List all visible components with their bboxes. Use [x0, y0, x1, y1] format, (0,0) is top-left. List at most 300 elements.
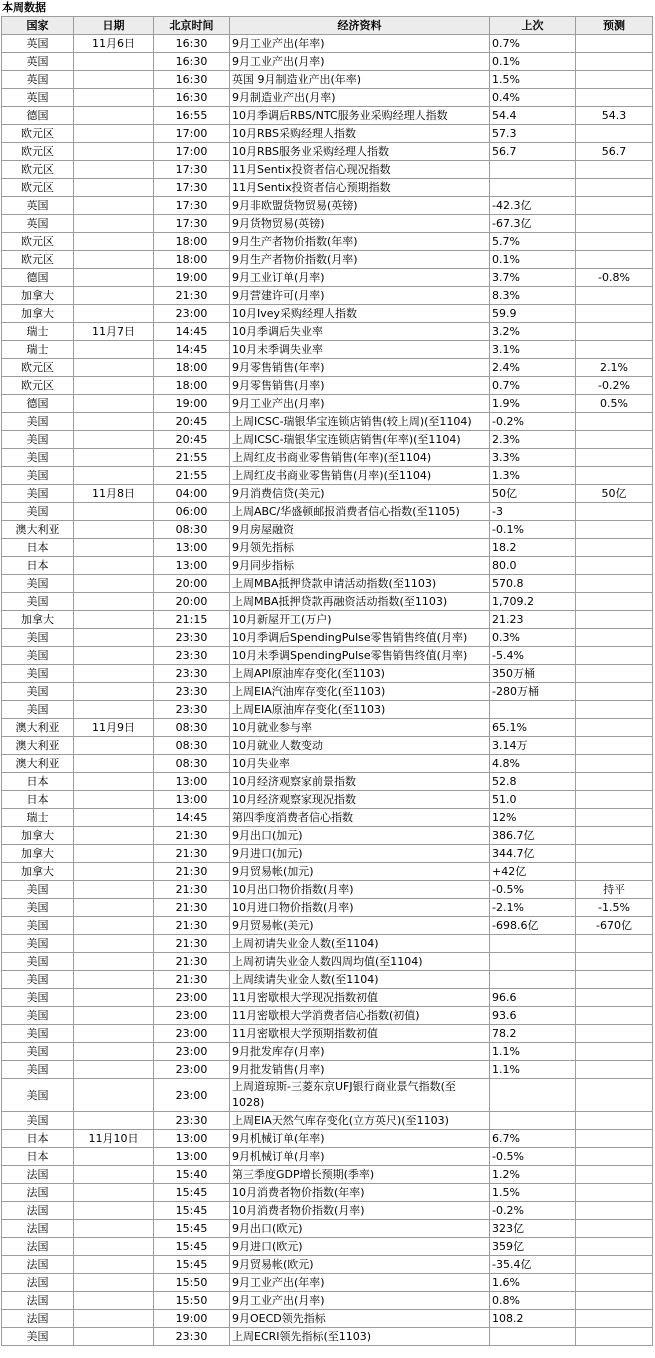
indicator-cell: 上周红皮书商业零售销售(年率)(至1104) — [230, 449, 490, 467]
table-row — [2, 521, 653, 539]
date-cell: 11月10日 — [74, 1130, 154, 1148]
previous-cell: 59.9 — [490, 305, 576, 323]
indicator-cell: 11月密歇根大学现况指数初值 — [230, 989, 490, 1007]
time-cell: 14:45 — [154, 323, 230, 341]
indicator-cell: 10月失业率 — [230, 755, 490, 773]
table-row — [2, 827, 653, 845]
forecast-cell — [576, 1061, 653, 1079]
previous-cell: 21.23 — [490, 611, 576, 629]
table-row — [2, 917, 653, 935]
indicator-cell: 第四季度消费者信心指数 — [230, 809, 490, 827]
previous-cell — [490, 953, 576, 971]
date-cell: 11月9日 — [74, 719, 154, 737]
date-cell — [74, 629, 154, 647]
time-cell: 23:00 — [154, 989, 230, 1007]
previous-cell: -0.2% — [490, 413, 576, 431]
indicator-cell: 上周ICSC-瑞银华宝连锁店销售(较上周)(至1104) — [230, 413, 490, 431]
table-row — [2, 791, 653, 809]
indicator-cell: 上周初请失业金人数四周均值(至1104) — [230, 953, 490, 971]
indicator-cell: 9月出口(加元) — [230, 827, 490, 845]
time-cell: 21:30 — [154, 971, 230, 989]
country-cell: 加拿大 — [2, 827, 74, 845]
time-cell: 21:30 — [154, 827, 230, 845]
previous-cell: 1.1% — [490, 1061, 576, 1079]
previous-cell: 3.7% — [490, 269, 576, 287]
table-row — [2, 89, 653, 107]
time-cell: 23:00 — [154, 305, 230, 323]
country-cell: 美国 — [2, 683, 74, 701]
forecast-cell: 2.1% — [576, 359, 653, 377]
forecast-cell — [576, 773, 653, 791]
time-cell: 21:30 — [154, 287, 230, 305]
date-cell — [74, 647, 154, 665]
country-cell: 美国 — [2, 413, 74, 431]
table-row — [2, 719, 653, 737]
date-cell — [74, 1220, 154, 1238]
previous-cell — [490, 971, 576, 989]
forecast-cell: 0.5% — [576, 395, 653, 413]
country-cell: 澳大利亚 — [2, 755, 74, 773]
country-cell: 加拿大 — [2, 287, 74, 305]
date-cell — [74, 989, 154, 1007]
date-cell — [74, 863, 154, 881]
table-row — [2, 1292, 653, 1310]
date-cell — [74, 287, 154, 305]
forecast-cell — [576, 611, 653, 629]
table-row — [2, 755, 653, 773]
previous-cell: 3.14万 — [490, 737, 576, 755]
forecast-cell: 50亿 — [576, 485, 653, 503]
forecast-cell — [576, 1025, 653, 1043]
previous-cell: 93.6 — [490, 1007, 576, 1025]
table-row — [2, 53, 653, 71]
indicator-cell: 9月进口(加元) — [230, 845, 490, 863]
forecast-cell — [576, 1220, 653, 1238]
indicator-cell: 10月新屋开工(万户) — [230, 611, 490, 629]
indicator-cell: 11月Sentix投资者信心现况指数 — [230, 161, 490, 179]
table-row — [2, 413, 653, 431]
table-row — [2, 881, 653, 899]
indicator-cell: 10月RBS采购经理人指数 — [230, 125, 490, 143]
country-cell: 美国 — [2, 953, 74, 971]
table-row — [2, 593, 653, 611]
table-row — [2, 197, 653, 215]
previous-cell: 1.2% — [490, 1166, 576, 1184]
previous-cell: 0.7% — [490, 377, 576, 395]
time-cell: 23:30 — [154, 665, 230, 683]
forecast-cell — [576, 1292, 653, 1310]
forecast-cell — [576, 791, 653, 809]
table-row — [2, 629, 653, 647]
indicator-cell: 9月工业产出(月率) — [230, 395, 490, 413]
previous-cell — [490, 161, 576, 179]
table-row — [2, 1112, 653, 1130]
country-cell: 英国 — [2, 215, 74, 233]
forecast-cell — [576, 251, 653, 269]
forecast-cell — [576, 161, 653, 179]
date-cell — [74, 1079, 154, 1112]
time-cell: 21:30 — [154, 845, 230, 863]
time-cell: 15:40 — [154, 1166, 230, 1184]
forecast-cell — [576, 863, 653, 881]
table-row — [2, 539, 653, 557]
table-row — [2, 557, 653, 575]
indicator-cell: 9月工业产出(月率) — [230, 53, 490, 71]
indicator-cell: 上周EIA天然气库存变化(立方英尺)(至1103) — [230, 1112, 490, 1130]
table-row — [2, 1043, 653, 1061]
country-cell: 美国 — [2, 935, 74, 953]
previous-cell: 1.9% — [490, 395, 576, 413]
forecast-cell — [576, 1130, 653, 1148]
previous-cell: 51.0 — [490, 791, 576, 809]
country-cell: 加拿大 — [2, 305, 74, 323]
time-cell: 21:15 — [154, 611, 230, 629]
time-cell: 04:00 — [154, 485, 230, 503]
previous-cell — [490, 935, 576, 953]
previous-cell: -280万桶 — [490, 683, 576, 701]
previous-cell: 108.2 — [490, 1310, 576, 1328]
indicator-cell: 10月消费者物价指数(月率) — [230, 1202, 490, 1220]
table-row — [2, 863, 653, 881]
table-row — [2, 467, 653, 485]
date-cell — [74, 935, 154, 953]
table-row — [2, 647, 653, 665]
date-cell — [74, 1202, 154, 1220]
country-cell: 英国 — [2, 197, 74, 215]
forecast-cell — [576, 539, 653, 557]
table-row — [2, 215, 653, 233]
indicator-cell: 11月密歇根大学预期指数初值 — [230, 1025, 490, 1043]
indicator-cell: 9月批发库存(月率) — [230, 1043, 490, 1061]
country-cell: 美国 — [2, 467, 74, 485]
date-cell — [74, 1007, 154, 1025]
previous-cell: 57.3 — [490, 125, 576, 143]
time-cell: 15:45 — [154, 1238, 230, 1256]
date-cell — [74, 1256, 154, 1274]
previous-cell — [490, 179, 576, 197]
forecast-cell — [576, 647, 653, 665]
time-cell: 21:30 — [154, 881, 230, 899]
date-cell — [74, 341, 154, 359]
date-cell — [74, 359, 154, 377]
country-cell: 欧元区 — [2, 377, 74, 395]
forecast-cell — [576, 935, 653, 953]
previous-cell: 0.1% — [490, 53, 576, 71]
previous-cell — [490, 1328, 576, 1346]
date-cell — [74, 233, 154, 251]
date-cell — [74, 611, 154, 629]
indicator-cell: 9月零售销售(年率) — [230, 359, 490, 377]
time-cell: 20:45 — [154, 431, 230, 449]
date-cell — [74, 161, 154, 179]
indicator-cell: 9月非欧盟货物贸易(英镑) — [230, 197, 490, 215]
indicator-cell: 上周ICSC-瑞银华宝连锁店销售(年率)(至1104) — [230, 431, 490, 449]
country-cell: 美国 — [2, 629, 74, 647]
forecast-cell — [576, 1148, 653, 1166]
country-cell: 日本 — [2, 773, 74, 791]
country-cell: 英国 — [2, 71, 74, 89]
country-cell: 美国 — [2, 647, 74, 665]
previous-cell: 3.2% — [490, 323, 576, 341]
date-cell — [74, 431, 154, 449]
forecast-cell — [576, 1238, 653, 1256]
forecast-cell — [576, 233, 653, 251]
country-cell: 瑞士 — [2, 341, 74, 359]
forecast-cell — [576, 305, 653, 323]
date-cell — [74, 1274, 154, 1292]
table-row — [2, 899, 653, 917]
date-cell — [74, 53, 154, 71]
indicator-cell: 11月Sentix投资者信心预期指数 — [230, 179, 490, 197]
date-cell — [74, 665, 154, 683]
forecast-cell — [576, 1328, 653, 1346]
country-cell: 瑞士 — [2, 323, 74, 341]
time-cell: 16:55 — [154, 107, 230, 125]
table-row — [2, 107, 653, 125]
forecast-cell — [576, 953, 653, 971]
indicator-cell: 10月Ivey采购经理人指数 — [230, 305, 490, 323]
table-row — [2, 71, 653, 89]
forecast-cell — [576, 557, 653, 575]
indicator-cell: 9月货物贸易(英镑) — [230, 215, 490, 233]
table-row — [2, 125, 653, 143]
country-cell: 美国 — [2, 1079, 74, 1112]
table-row — [2, 1130, 653, 1148]
previous-cell: 0.1% — [490, 251, 576, 269]
date-cell — [74, 737, 154, 755]
forecast-cell — [576, 1007, 653, 1025]
indicator-cell: 9月批发销售(月率) — [230, 1061, 490, 1079]
country-cell: 英国 — [2, 35, 74, 53]
indicator-cell: 10月季调后RBS/NTC服务业采购经理人指数 — [230, 107, 490, 125]
date-cell — [74, 521, 154, 539]
table-row — [2, 179, 653, 197]
indicator-cell: 上周ECRI领先指标(至1103) — [230, 1328, 490, 1346]
time-cell: 23:00 — [154, 1025, 230, 1043]
time-cell: 21:30 — [154, 935, 230, 953]
previous-cell: 6.7% — [490, 1130, 576, 1148]
header-economic-data: 经济资料 — [230, 17, 490, 35]
header-previous: 上次 — [490, 17, 576, 35]
time-cell: 23:30 — [154, 1328, 230, 1346]
forecast-cell — [576, 575, 653, 593]
table-row — [2, 359, 653, 377]
forecast-cell — [576, 719, 653, 737]
previous-cell: +42亿 — [490, 863, 576, 881]
forecast-cell — [576, 467, 653, 485]
indicator-cell: 9月贸易帐(欧元) — [230, 1256, 490, 1274]
table-row — [2, 1328, 653, 1346]
forecast-cell — [576, 701, 653, 719]
table-row — [2, 701, 653, 719]
forecast-cell — [576, 593, 653, 611]
date-cell — [74, 125, 154, 143]
indicator-cell: 9月零售销售(月率) — [230, 377, 490, 395]
date-cell — [74, 539, 154, 557]
date-cell — [74, 413, 154, 431]
country-cell: 美国 — [2, 593, 74, 611]
country-cell: 欧元区 — [2, 179, 74, 197]
table-row — [2, 269, 653, 287]
table-row — [2, 305, 653, 323]
country-cell: 法国 — [2, 1310, 74, 1328]
country-cell: 德国 — [2, 269, 74, 287]
date-cell — [74, 773, 154, 791]
previous-cell: -2.1% — [490, 899, 576, 917]
table-row — [2, 1166, 653, 1184]
indicator-cell: 9月工业产出(月率) — [230, 1292, 490, 1310]
date-cell — [74, 449, 154, 467]
indicator-cell: 9月生产者物价指数(年率) — [230, 233, 490, 251]
indicator-cell: 上周EIA汽油库存变化(至1103) — [230, 683, 490, 701]
time-cell: 23:30 — [154, 629, 230, 647]
date-cell: 11月7日 — [74, 323, 154, 341]
date-cell — [74, 395, 154, 413]
table-row — [2, 845, 653, 863]
forecast-cell: -670亿 — [576, 917, 653, 935]
indicator-cell: 9月制造业产出(月率) — [230, 89, 490, 107]
table-row — [2, 575, 653, 593]
table-row — [2, 143, 653, 161]
indicator-cell: 10月季调后失业率 — [230, 323, 490, 341]
previous-cell: 2.4% — [490, 359, 576, 377]
previous-cell: 0.3% — [490, 629, 576, 647]
previous-cell: 1.5% — [490, 71, 576, 89]
indicator-cell: 9月机械订单(月率) — [230, 1148, 490, 1166]
table-row — [2, 1202, 653, 1220]
time-cell: 06:00 — [154, 503, 230, 521]
indicator-cell: 上周API原油库存变化(至1103) — [230, 665, 490, 683]
date-cell — [74, 1112, 154, 1130]
previous-cell: 1.6% — [490, 1274, 576, 1292]
time-cell: 17:30 — [154, 161, 230, 179]
time-cell: 23:30 — [154, 647, 230, 665]
forecast-cell — [576, 503, 653, 521]
indicator-cell: 上周MBA抵押贷款再融资活动指数(至1103) — [230, 593, 490, 611]
country-cell: 欧元区 — [2, 251, 74, 269]
country-cell: 日本 — [2, 557, 74, 575]
time-cell: 20:00 — [154, 575, 230, 593]
country-cell: 美国 — [2, 1007, 74, 1025]
previous-cell: 386.7亿 — [490, 827, 576, 845]
time-cell: 16:30 — [154, 35, 230, 53]
forecast-cell — [576, 1166, 653, 1184]
time-cell: 16:30 — [154, 71, 230, 89]
forecast-cell — [576, 431, 653, 449]
time-cell: 15:45 — [154, 1220, 230, 1238]
previous-cell: 323亿 — [490, 1220, 576, 1238]
header-date: 日期 — [74, 17, 154, 35]
indicator-cell: 上周续请失业金人数(至1104) — [230, 971, 490, 989]
previous-cell — [490, 1079, 576, 1112]
previous-cell — [490, 1112, 576, 1130]
previous-cell: 52.8 — [490, 773, 576, 791]
country-cell: 美国 — [2, 431, 74, 449]
date-cell — [74, 1043, 154, 1061]
country-cell: 美国 — [2, 1328, 74, 1346]
country-cell: 日本 — [2, 791, 74, 809]
date-cell — [74, 179, 154, 197]
time-cell: 21:55 — [154, 467, 230, 485]
indicator-cell: 10月消费者物价指数(年率) — [230, 1184, 490, 1202]
indicator-cell: 10月进口物价指数(月率) — [230, 899, 490, 917]
country-cell: 加拿大 — [2, 845, 74, 863]
date-cell — [74, 71, 154, 89]
indicator-cell: 9月贸易帐(美元) — [230, 917, 490, 935]
forecast-cell — [576, 665, 653, 683]
time-cell: 15:50 — [154, 1292, 230, 1310]
date-cell — [74, 1292, 154, 1310]
time-cell: 08:30 — [154, 719, 230, 737]
country-cell: 欧元区 — [2, 143, 74, 161]
date-cell — [74, 881, 154, 899]
header-row — [2, 17, 653, 35]
time-cell: 20:00 — [154, 593, 230, 611]
indicator-cell: 10月季调后SpendingPulse零售销售终值(月率) — [230, 629, 490, 647]
indicator-cell: 10月经济观察家前景指数 — [230, 773, 490, 791]
forecast-cell — [576, 323, 653, 341]
time-cell: 08:30 — [154, 521, 230, 539]
forecast-cell — [576, 53, 653, 71]
country-cell: 法国 — [2, 1274, 74, 1292]
date-cell — [74, 683, 154, 701]
country-cell: 欧元区 — [2, 161, 74, 179]
indicator-cell: 上周红皮书商业零售销售(月率)(至1104) — [230, 467, 490, 485]
table-row — [2, 611, 653, 629]
date-cell — [74, 1328, 154, 1346]
country-cell: 日本 — [2, 1148, 74, 1166]
time-cell: 21:30 — [154, 899, 230, 917]
forecast-cell — [576, 1202, 653, 1220]
forecast-cell: -1.5% — [576, 899, 653, 917]
time-cell: 21:55 — [154, 449, 230, 467]
date-cell — [74, 845, 154, 863]
time-cell: 14:45 — [154, 341, 230, 359]
date-cell — [74, 1148, 154, 1166]
time-cell: 23:30 — [154, 701, 230, 719]
forecast-cell — [576, 215, 653, 233]
previous-cell: 4.8% — [490, 755, 576, 773]
table-row — [2, 809, 653, 827]
country-cell: 加拿大 — [2, 611, 74, 629]
date-cell — [74, 1184, 154, 1202]
country-cell: 英国 — [2, 89, 74, 107]
previous-cell: -5.4% — [490, 647, 576, 665]
header-forecast: 预测 — [576, 17, 653, 35]
country-cell: 美国 — [2, 485, 74, 503]
economic-calendar-table — [1, 16, 653, 1346]
country-cell: 澳大利亚 — [2, 719, 74, 737]
time-cell: 23:00 — [154, 1061, 230, 1079]
table-row — [2, 395, 653, 413]
previous-cell: -0.2% — [490, 1202, 576, 1220]
indicator-cell: 9月出口(欧元) — [230, 1220, 490, 1238]
time-cell: 13:00 — [154, 773, 230, 791]
forecast-cell — [576, 179, 653, 197]
indicator-cell: 10月RBS服务业采购经理人指数 — [230, 143, 490, 161]
date-cell — [74, 593, 154, 611]
previous-cell: -698.6亿 — [490, 917, 576, 935]
indicator-cell: 9月消费信贷(美元) — [230, 485, 490, 503]
forecast-cell: 持平 — [576, 881, 653, 899]
date-cell — [74, 1310, 154, 1328]
previous-cell: 1.1% — [490, 1043, 576, 1061]
forecast-cell — [576, 845, 653, 863]
forecast-cell — [576, 1112, 653, 1130]
time-cell: 15:50 — [154, 1274, 230, 1292]
table-row — [2, 683, 653, 701]
date-cell: 11月8日 — [74, 485, 154, 503]
